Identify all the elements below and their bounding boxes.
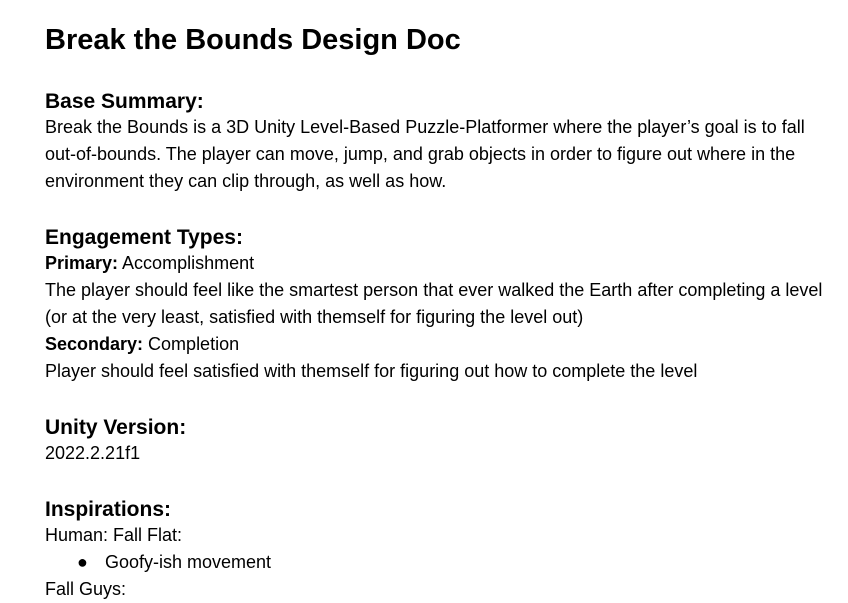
section-inspirations bbox=[45, 497, 835, 603]
inspiration-item-fall-guys: Fall Guys: bbox=[45, 579, 127, 599]
section-base-summary bbox=[45, 89, 835, 195]
primary-value: Accomplishment bbox=[118, 253, 255, 273]
secondary-text: Player should feel satisfied with themself for figuring out how to complete the level bbox=[45, 361, 698, 381]
bullet-text: Goofy-ish movement bbox=[105, 552, 272, 572]
secondary-line bbox=[45, 331, 835, 358]
heading-inspirations: Inspirations: bbox=[45, 498, 172, 521]
section-unity-version bbox=[45, 415, 835, 467]
primary-label: Primary: bbox=[45, 253, 119, 273]
heading-engagement-types: Engagement Types: bbox=[45, 226, 243, 249]
secondary-label: Secondary: bbox=[45, 334, 144, 354]
base-summary-text: Break the Bounds is a 3D Unity Level-Based Puzzle-Platformer where the player’s goal is to fall out-of-bounds. The player can move, jump, and grab objects in order to figure out where in the environment they can clip through, as well as how. bbox=[45, 117, 805, 191]
unity-version-value: 2022.2.21f1 bbox=[45, 443, 141, 463]
bullet-icon: ● bbox=[77, 552, 88, 572]
heading-base-summary: Base Summary: bbox=[45, 90, 204, 113]
inspiration-item-human-fall-flat: Human: Fall Flat: bbox=[45, 525, 183, 545]
section-engagement-types bbox=[45, 225, 835, 385]
primary-text: The player should feel like the smartest person that ever walked the Earth after completing a level (or at the very least, satisfied with themself for figuring the level out) bbox=[45, 280, 823, 327]
primary-line bbox=[45, 250, 835, 277]
list-item bbox=[45, 549, 835, 576]
inspiration-bullets bbox=[45, 549, 835, 576]
document-page bbox=[45, 0, 835, 603]
doc-title: Break the Bounds Design Doc bbox=[45, 24, 461, 56]
secondary-value: Completion bbox=[143, 334, 240, 354]
heading-unity-version: Unity Version: bbox=[45, 416, 187, 439]
